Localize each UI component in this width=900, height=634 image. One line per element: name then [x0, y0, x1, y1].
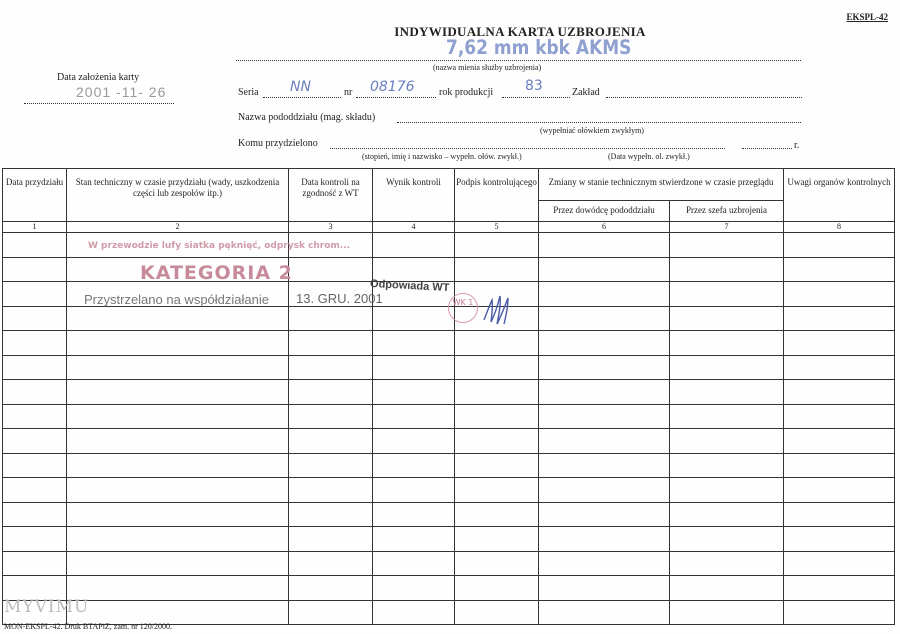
table-cell [3, 355, 67, 380]
table-cell [539, 331, 670, 356]
table-cell [670, 331, 784, 356]
table-cell [784, 380, 895, 405]
table-cell [784, 502, 895, 527]
table-cell [455, 478, 539, 503]
table-cell [784, 306, 895, 331]
table-cell [3, 429, 67, 454]
table-cell [373, 478, 455, 503]
seria-label: Seria [238, 87, 259, 98]
col-number: 4 [373, 222, 455, 233]
table-row [3, 429, 895, 454]
table-cell [784, 404, 895, 429]
table-cell [3, 331, 67, 356]
table-cell [670, 600, 784, 625]
col-number: 8 [784, 222, 895, 233]
table-cell [289, 429, 373, 454]
table-cell [539, 355, 670, 380]
table-cell [373, 429, 455, 454]
table-cell [3, 502, 67, 527]
table-cell [455, 429, 539, 454]
table-cell [289, 453, 373, 478]
inspector-signature [478, 290, 518, 330]
table-cell [539, 576, 670, 601]
table-cell [539, 233, 670, 258]
table-cell [289, 502, 373, 527]
table-cell [3, 257, 67, 282]
nr-value: 08176 [370, 79, 415, 95]
table-cell [67, 306, 289, 331]
table-cell [373, 306, 455, 331]
table-cell [455, 502, 539, 527]
table-cell [373, 502, 455, 527]
zaklad-line [606, 97, 802, 98]
pododdzial-caption: (wypełniać ołówkiem zwykłym) [540, 126, 644, 135]
table-cell [784, 233, 895, 258]
table-cell [670, 380, 784, 405]
table-cell [784, 527, 895, 552]
table-row [3, 404, 895, 429]
table-cell [3, 551, 67, 576]
table-cell [784, 331, 895, 356]
table-cell [670, 502, 784, 527]
pododdzial-label: Nazwa pododdziału (mag. składu) [238, 112, 376, 123]
komu-caption-left: (stopień, imię i nazwisko – wypełn. ołów. zwykł.) [362, 152, 522, 161]
col-number: 6 [539, 222, 670, 233]
table-cell [289, 551, 373, 576]
zeroing-note: Przystrzelano na współdziałanie [84, 292, 269, 307]
table-cell [784, 257, 895, 282]
komu-label: Komu przydzielono [238, 138, 318, 149]
subcol-header-commander: Przez dowódcę pododdziału [539, 201, 670, 222]
col-number: 2 [67, 222, 289, 233]
table-cell [455, 331, 539, 356]
table-row [3, 453, 895, 478]
seria-value: NN [290, 79, 311, 95]
table-cell [67, 453, 289, 478]
table-cell [539, 306, 670, 331]
watermark: MYVIMU [4, 597, 90, 617]
table-cell [373, 404, 455, 429]
table-cell [67, 600, 289, 625]
table-cell [455, 257, 539, 282]
table-cell [539, 429, 670, 454]
table-cell [670, 355, 784, 380]
table-cell [539, 478, 670, 503]
card-date-label: Data założenia karty [57, 72, 140, 83]
table-row [3, 551, 895, 576]
table-cell [3, 282, 67, 307]
table-cell [670, 576, 784, 601]
table-row [3, 257, 895, 282]
table-cell [670, 306, 784, 331]
col-header-signature: Podpis kontrolującego [455, 169, 539, 222]
rok-value: 83 [525, 78, 543, 94]
table-cell [67, 355, 289, 380]
col-header-changes: Zmiany w stanie technicznym stwierdzone w czasie przeglądu [539, 169, 784, 201]
table-cell [3, 380, 67, 405]
table-cell [373, 551, 455, 576]
card-date-line [24, 103, 174, 104]
table-cell [373, 380, 455, 405]
table-cell [67, 527, 289, 552]
rok-line [502, 97, 570, 98]
print-info: MON-EKSPL-42. Druk BTAPiZ, zam. nr 120/2000. [4, 622, 173, 631]
table-cell [289, 527, 373, 552]
table-row [3, 527, 895, 552]
col-header-control-date: Data kontroli na zgodność z WT [289, 169, 373, 222]
wk-seal [448, 293, 478, 323]
table-cell [67, 331, 289, 356]
table-row [3, 576, 895, 601]
col-number: 7 [670, 222, 784, 233]
table-cell [784, 478, 895, 503]
card-date-value: 2001 -11- 26 [76, 84, 167, 100]
table-cell [539, 257, 670, 282]
table-cell [3, 453, 67, 478]
col-number: 5 [455, 222, 539, 233]
table-cell [539, 551, 670, 576]
weapon-record-table [2, 168, 895, 625]
komu-line [330, 148, 725, 149]
table-cell [373, 453, 455, 478]
table-cell [670, 527, 784, 552]
table-cell [455, 453, 539, 478]
table-cell [373, 355, 455, 380]
col-header-date: Data przydziału [3, 169, 67, 222]
form-code: EKSPL-42 [846, 12, 888, 22]
table-cell [455, 404, 539, 429]
table-cell [289, 404, 373, 429]
table-row [3, 478, 895, 503]
table-cell [289, 331, 373, 356]
table-cell [67, 502, 289, 527]
table-cell [670, 429, 784, 454]
table-cell [455, 233, 539, 258]
weapon-name-line [236, 60, 801, 61]
table-cell [373, 600, 455, 625]
table-cell [373, 233, 455, 258]
col-header-remarks: Uwagi organów kontrolnych [784, 169, 895, 222]
table-cell [3, 233, 67, 258]
table-row [3, 502, 895, 527]
col-header-result: Wynik kontroli [373, 169, 455, 222]
weapon-name-caption: (nazwa mienia służby uzbrojenia) [433, 63, 542, 72]
komu-date-line [742, 148, 792, 149]
table-cell [539, 502, 670, 527]
category-stamp: KATEGORIA 2 [140, 262, 293, 284]
table-cell [784, 355, 895, 380]
table-cell [455, 527, 539, 552]
table-cell [67, 551, 289, 576]
col-header-condition: Stan techniczny w czasie przydziału (wady, uszkodzenia części lub zespołów itp.) [67, 169, 289, 222]
table-cell [784, 282, 895, 307]
table-cell [670, 404, 784, 429]
table-cell [784, 576, 895, 601]
table-cell [539, 404, 670, 429]
table-cell [289, 600, 373, 625]
table-cell [289, 478, 373, 503]
table-cell [784, 600, 895, 625]
table-cell [289, 576, 373, 601]
table-cell [539, 600, 670, 625]
komu-caption-right: (Data wypełn. ol. zwykł.) [608, 152, 690, 161]
r-suffix: r. [794, 140, 800, 151]
table-cell [455, 551, 539, 576]
table-row [3, 600, 895, 625]
table-cell [455, 380, 539, 405]
table-cell [539, 380, 670, 405]
table-cell [670, 453, 784, 478]
table-cell [455, 576, 539, 601]
table-cell [289, 306, 373, 331]
table-cell [455, 355, 539, 380]
table-row [3, 331, 895, 356]
table-cell [670, 551, 784, 576]
table-cell [67, 478, 289, 503]
table-cell [373, 527, 455, 552]
control-result-stamp: Odpowiada WT [369, 277, 450, 295]
rok-label: rok produkcji [439, 87, 494, 98]
weapon-name-value: 7,62 mm kbk AKMS [446, 36, 632, 60]
table-cell [784, 429, 895, 454]
subcol-header-armament-chief: Przez szefa uzbrojenia [670, 201, 784, 222]
table-cell [289, 355, 373, 380]
table-cell [670, 257, 784, 282]
col-number: 3 [289, 222, 373, 233]
table-cell [670, 478, 784, 503]
wk-seal-text: WK 1 [452, 298, 474, 307]
table-cell [539, 282, 670, 307]
table-cell [3, 527, 67, 552]
col-number: 1 [3, 222, 67, 233]
table-cell [67, 404, 289, 429]
table-cell [455, 600, 539, 625]
table-cell [3, 478, 67, 503]
table-row [3, 355, 895, 380]
table-cell [289, 257, 373, 282]
table-cell [670, 282, 784, 307]
table-cell [784, 551, 895, 576]
control-date-stamp: 13. GRU. 2001 [296, 291, 383, 306]
table-cell [670, 233, 784, 258]
zaklad-label: Zakład [572, 87, 600, 98]
table-cell [67, 380, 289, 405]
table-cell [3, 404, 67, 429]
table-cell [784, 453, 895, 478]
table-row [3, 380, 895, 405]
table-cell [539, 453, 670, 478]
barrel-note-stamp: W przewodzie lufy siatka pęknięć, odprysk chrom... [88, 241, 351, 251]
table-cell [3, 306, 67, 331]
nr-line [356, 97, 436, 98]
table-cell [373, 331, 455, 356]
table-cell [373, 576, 455, 601]
page-title: INDYWIDUALNA KARTA UZBROJENIA [394, 24, 646, 39]
table-cell [539, 527, 670, 552]
seria-line [263, 97, 341, 98]
table-cell [67, 429, 289, 454]
nr-label: nr [344, 87, 353, 98]
table-cell [67, 576, 289, 601]
table-cell [289, 380, 373, 405]
pododdzial-line [397, 122, 801, 123]
